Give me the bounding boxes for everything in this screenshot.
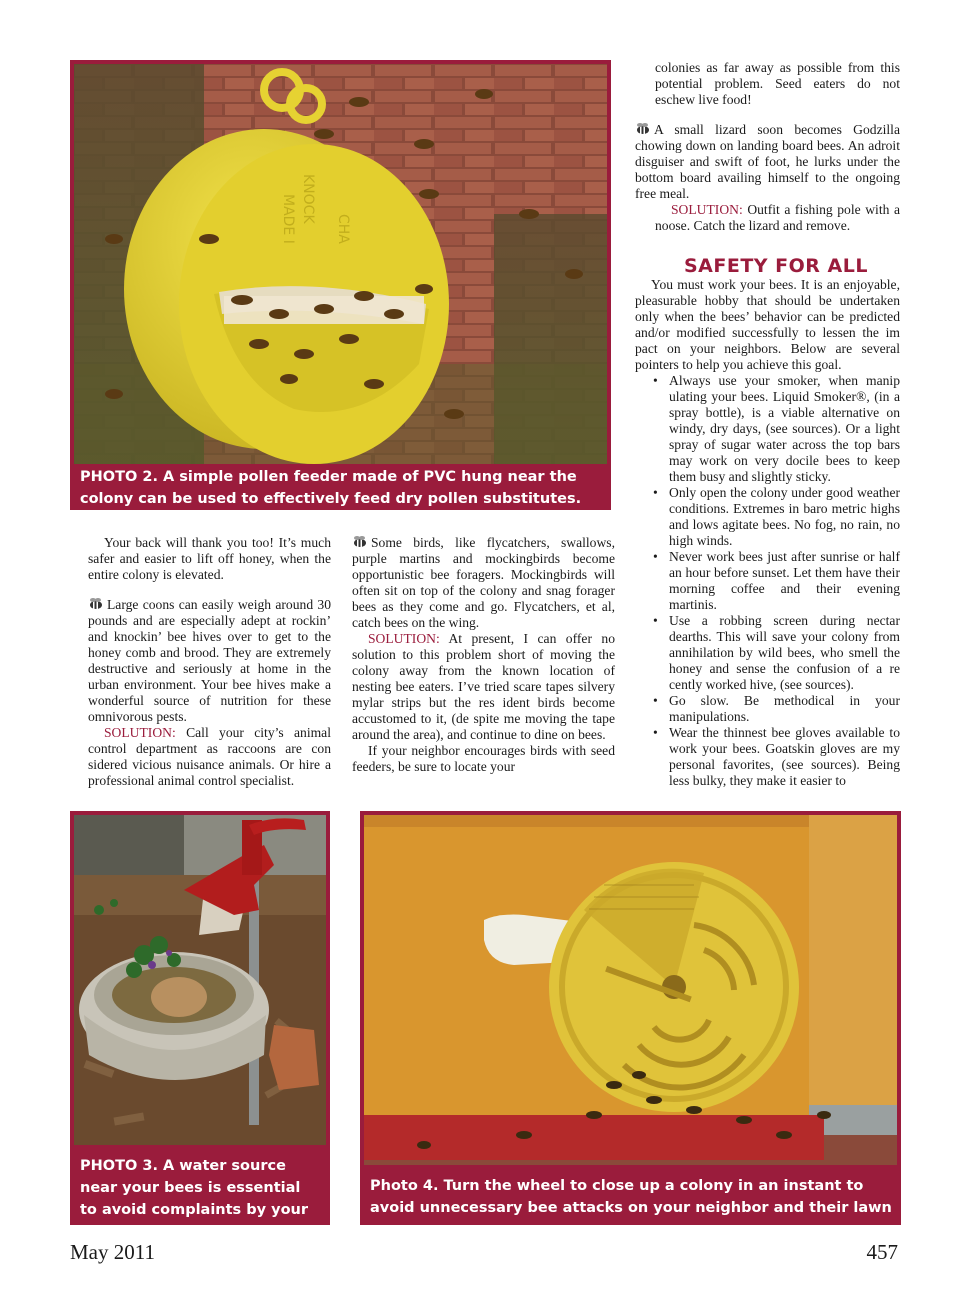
- paragraph-text: Some birds, like flycatchers, swallows, purple martins and mockingbirds become opportunistic bee foragers. Mockingbirds will often sit on top of the colony and snag forager bees as they come and go. Flycatchers, et al, catch bees on the wing.: [352, 535, 615, 630]
- paragraph: If your neighbor encourages birds with seed feeders, be sure to locate your: [352, 743, 615, 774]
- column-right: [635, 60, 900, 234]
- column-right-lower: [635, 277, 900, 789]
- footer-date: May 2011: [70, 1240, 155, 1264]
- feeder-embossed-text-3: MADE I: [280, 194, 296, 244]
- paragraph: [88, 725, 331, 789]
- list-item: • Never work bees just after sunrise or half an hour before sunset. Let them have their morning coffee and their evening martinis.: [635, 549, 900, 613]
- column-middle: [352, 535, 615, 775]
- solution-label: SOLUTION:: [104, 725, 176, 740]
- photo-3: [70, 811, 330, 1240]
- section-heading: SAFETY FOR ALL: [684, 255, 868, 277]
- entrance-reducer-illustration: [364, 815, 897, 1165]
- paragraph-text: At present, I can offer no solution to this problem short of moving the colony away from the known location of nesting bee eaters. I’ve tried scare tapes silvery mylar strips but the res ident birds become accustomed to it, (de spite me moving the tape around the area), and continue to dine on bees.: [352, 631, 615, 742]
- feeder-embossed-text: CHA: [335, 214, 351, 244]
- paragraph-text: A small lizard soon becomes Godzilla chowing down on landing board bees. An adroit disguiser and swift of foot, he lurks under the bottom board availing himself to the ongoing free meal.: [635, 122, 900, 201]
- water-source-illustration: [74, 815, 326, 1145]
- paragraph: colonies as far away as possible from this potential problem. Seed eaters do not eschew live food!: [655, 60, 900, 107]
- list-item: • Go slow. Be methodical in your manipulations.: [635, 693, 900, 725]
- paragraph: Your back will thank you too! It’s much safer and easier to lift off honey, when the entire colony is elevated.: [88, 535, 331, 582]
- bee-icon: [635, 122, 651, 135]
- list-item: • Always use your smoker, when manip ulating your bees. Liquid Smoker®, (in a spray bottle), is a viable alternative on windy, dry days, (see sources). Or a light spray of sugar water across the top bars may work on very docile bees to keep them busy and slightly sticky.: [635, 373, 900, 485]
- bee-icon: [88, 597, 104, 610]
- paragraph: You must work your bees. It is an enjoyable, pleasurable hobby that should be undertaken only when the bees’ behavior can be predicted and/or modified successfully to lessen the im pact on your neighbors. Below are several pointers to help you achieve this goal.: [635, 277, 900, 372]
- paragraph-text: Outfit a fishing pole with a noose. Catch the lizard and remove.: [655, 202, 900, 233]
- feeder-embossed-text-2: KNOCK: [300, 174, 316, 224]
- photo-2-image: [74, 64, 607, 464]
- paragraph-text: Call your city’s animal control department as raccoons are con sidered vicious nuisance animals. Or hire a professional animal control specialist.: [88, 725, 331, 788]
- photo-3-image: [74, 815, 326, 1145]
- page-number: 457: [866, 1240, 898, 1264]
- photo-3-caption: PHOTO 3. A water source near your bees is essential to avoid complaints by your neighbors.: [80, 1158, 309, 1240]
- solution-label: SOLUTION:: [368, 631, 440, 646]
- photo-4-caption: Photo 4. Turn the wheel to close up a colony in an instant to avoid unnecessary bee attacks on your neighbor and their lawn mower.: [370, 1178, 892, 1238]
- paragraph: [352, 535, 615, 631]
- solution-label: SOLUTION:: [671, 202, 743, 217]
- column-left: [88, 535, 331, 789]
- tips-list: [635, 373, 900, 789]
- paragraph: [88, 597, 331, 725]
- photo-2: [70, 60, 611, 510]
- bee-icon: [352, 535, 368, 548]
- paragraph-text: Large coons can easily weigh around 30 pounds and are especially adept at rockin’ and knockin’ bee hives over to get to the honey comb and brood. They are extremely destructive and seriously at home in the urban environment. Your bee hives make a wonderful source of nutrition for these omnivorous pests.: [88, 597, 331, 724]
- paragraph: [352, 631, 615, 743]
- paragraph: [635, 122, 900, 202]
- list-item: • Use a robbing screen during nectar dearths. This will save your colony from annihilation by wild bees, who smell the honey and sense the confusion of a re cently worked hive, (see sources).: [635, 613, 900, 693]
- photo-4-image: [364, 815, 897, 1165]
- list-item: • Only open the colony under good weather conditions. Extremes in baro metric highs and lows agitate bees. No fog, no rain, no high winds.: [635, 485, 900, 549]
- list-item: • Wear the thinnest bee gloves available to work your bees. Goatskin gloves are my personal favorites, (see sources). Being less bulky, they make it easier to: [635, 725, 900, 789]
- photo-4: [360, 811, 901, 1238]
- photo-2-caption: PHOTO 2. A simple pollen feeder made of PVC hung near the colony can be used to effectively feed dry pollen substitutes.: [80, 469, 582, 507]
- pollen-feeder-illustration: [74, 64, 607, 464]
- paragraph: [635, 202, 900, 234]
